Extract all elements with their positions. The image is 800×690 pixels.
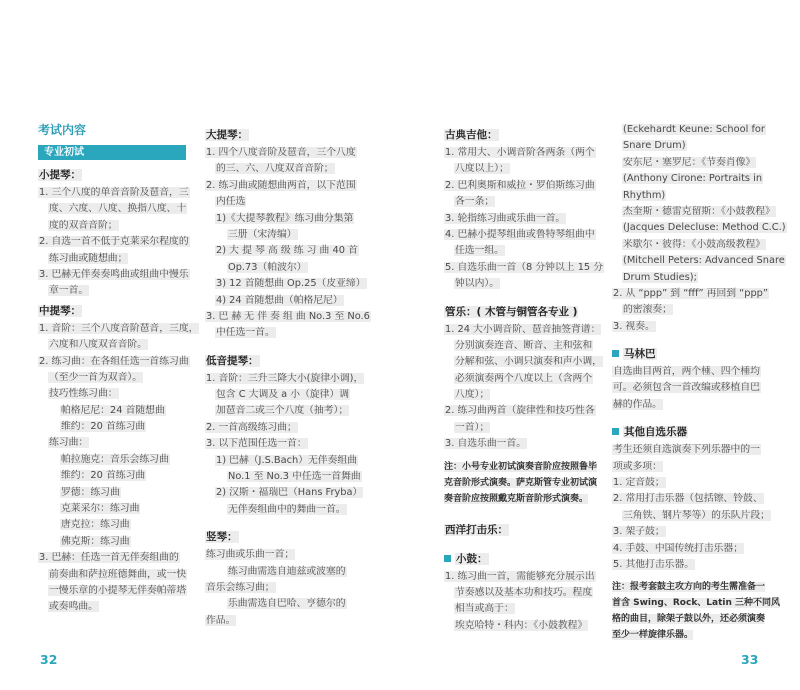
text-line: 3. 自选乐曲一首。 <box>445 438 527 450</box>
text-line: (Mitchell Peters: Advanced Snare <box>623 255 785 267</box>
marimba-text <box>612 364 762 413</box>
text-line: 维约：20 首练习曲 <box>61 470 146 482</box>
text-line: 包含 C 大调及 a 小（旋律）调 <box>216 389 350 401</box>
text-line: 2. 一首高级练习曲； <box>206 421 297 433</box>
double-bass-heading: 低音提琴： <box>206 354 259 367</box>
text-line: 2. 练习曲：在各组任选一首练习曲 <box>39 355 189 367</box>
text-line: 米歇尔・彼得：《小鼓高级教程》 <box>623 238 766 250</box>
text-line: 练习曲需选自迪兹或波塞的 <box>228 565 346 577</box>
text-line: 维约：20 首练习曲 <box>61 421 146 433</box>
text-line: （至少一首为双音）。 <box>49 371 143 383</box>
text-line: 2. 巴利奥斯和威拉・罗伯斯练习曲 <box>445 179 595 191</box>
text-line: 练习曲或乐曲一首； <box>206 549 295 561</box>
text-line: 5. 自选乐曲一首（8 分钟以上 15 分 <box>445 261 604 273</box>
square-bullet-icon <box>612 350 619 357</box>
winds-heading: 管乐：( 木管与铜管各专业 ) <box>445 305 578 318</box>
text-line: 六度和八度双音音阶。 <box>49 339 147 351</box>
text-line: 首含 Swing、Rock、Latin 三种不同风 <box>612 598 781 609</box>
text-line: 1. 24 大小调音阶、琶音抽签背谱： <box>445 323 601 335</box>
square-bullet-icon <box>444 555 451 562</box>
text-line: Rhythm) <box>623 189 666 201</box>
text-line: 的密滚奏； <box>623 304 672 316</box>
text-line: 4) 24 首随想曲（帕格尼尼） <box>216 294 343 306</box>
section-bar-initial-exam: 专业初试 <box>38 145 186 160</box>
text-line: 1. 常用大、小调音阶各两条（两个 <box>445 147 595 158</box>
text-line: 或奏鸣曲。 <box>49 601 98 613</box>
percussion-heading: 西洋打击乐： <box>445 523 508 536</box>
text-line: 4. 巴赫小提琴组曲或鲁特琴组曲中 <box>445 228 595 240</box>
text-line: 注：小号专业初试演奏音阶应按照鲁毕 <box>444 461 598 472</box>
text-line: 度的双音音阶； <box>49 219 118 231</box>
text-line: 一慢乐章的小提琴无伴奏帕蒂塔 <box>49 584 187 596</box>
text-line: 佛克斯：练习曲 <box>61 535 130 547</box>
cello-list <box>205 145 370 342</box>
text-line: 技巧性练习曲： <box>49 388 118 400</box>
text-line: 至少一样旋律乐器。 <box>612 630 694 641</box>
text-line: 埃克哈特・科内：《小鼓教程》 <box>455 619 588 631</box>
text-line: 4. 手鼓、中国传统打击乐器； <box>613 542 744 554</box>
winds-list <box>444 322 602 453</box>
text-line: 音乐会练习曲； <box>206 581 275 593</box>
text-line: 1. 四个八度音阶及琶音，三个八度 <box>206 147 356 158</box>
text-line: 安东尼・塞罗尼：《节奏肖像》 <box>623 156 756 168</box>
percussion-note <box>612 579 781 643</box>
text-line: 三册（宋涛编） <box>228 228 297 240</box>
text-line: 中任选一首。 <box>216 327 275 339</box>
text-line: 度、六度、八度、换指八度、十 <box>49 203 187 215</box>
text-line: 3. 架子鼓； <box>613 526 665 538</box>
text-line: 的三、六、八度双音音阶； <box>216 163 334 175</box>
text-line: 无伴奏组曲中的舞曲一首。 <box>228 503 346 515</box>
text-line: 赫的作品。 <box>613 398 662 410</box>
column-3 <box>444 124 602 634</box>
text-line: (Anthony Cirone: Portraits in <box>623 173 763 185</box>
text-line: 格的曲目，除架子鼓以外，还必须演奏 <box>612 614 766 625</box>
text-line: 三角铁、钢片琴等）的乐队片段； <box>623 509 770 521</box>
cello-heading: 大提琴： <box>206 129 248 141</box>
snare-drum-heading: 小鼓： <box>444 551 602 568</box>
text-line: 必须演奏两个八度以上（含两个 <box>455 372 593 384</box>
column-2 <box>205 124 370 629</box>
snare-drum-list <box>444 569 602 635</box>
column-1 <box>38 122 199 616</box>
viola-heading: 中提琴： <box>39 304 81 317</box>
harp-list <box>205 547 355 629</box>
text-line: 2. 常用打击乐器（包括镲、铃鼓、 <box>613 493 763 505</box>
text-line: 钟以内）。 <box>455 278 500 290</box>
text-line: 2. 练习曲两首（旋律性和技巧性各 <box>445 405 595 417</box>
violin-list <box>38 185 188 300</box>
text-line: 罗德：练习曲 <box>61 486 120 498</box>
classical-guitar-heading: 古典吉他： <box>445 129 498 141</box>
text-line: 内任选 <box>216 196 246 208</box>
text-line: 项或多项： <box>613 460 662 472</box>
column-4 <box>612 122 786 643</box>
text-line: Drum Studies); <box>623 271 697 283</box>
text-line: 各一条； <box>455 196 495 208</box>
text-line: 一首）； <box>455 421 490 433</box>
text-line: 2) 大 提 琴 高 级 练 习 曲 40 首 <box>216 245 358 257</box>
text-line: (Eckehardt Keune: School for <box>623 124 765 135</box>
text-line: 克音阶形式演奏。萨克斯管专业初试演 <box>444 477 598 488</box>
text-line: 节奏感以及基本功和技巧。程度 <box>455 587 593 599</box>
text-line: 3) 12 首随想曲 Op.25（皮亚缔） <box>216 278 366 290</box>
square-bullet-icon <box>612 428 619 435</box>
text-line: 5. 其他打击乐器。 <box>613 558 695 570</box>
text-line: 乐曲需选自巴哈、亨德尔的 <box>228 598 346 610</box>
text-line: No.1 至 No.3 中任选一首舞曲 <box>228 471 361 483</box>
text-line: 1)《大提琴教程》练习曲分集第 <box>216 212 354 224</box>
text-line: 1. 练习曲一首，需能够充分展示出 <box>445 570 595 582</box>
text-line: 奏音阶应按照戴克斯音阶形式演奏。 <box>444 493 589 504</box>
text-line: 八度）； <box>455 389 490 401</box>
text-line: 3. 轮指练习曲或乐曲一首。 <box>445 212 566 224</box>
text-line: 练习曲： <box>49 437 89 449</box>
text-line: Snare Drum) <box>623 140 686 152</box>
text-line: 3. 巴 赫 无 伴 奏 组 曲 No.3 至 No.6 <box>206 310 370 322</box>
text-line: 杰奎斯・德雷克留斯：《小鼓教程》 <box>623 205 775 217</box>
exam-content-title: 考试内容 <box>38 123 87 137</box>
text-line: 3. 视奏。 <box>613 320 655 332</box>
text-line: 2. 自选一首不低于克莱采尔程度的 <box>39 236 189 248</box>
text-line: 加琶音二或三个八度（抽考）； <box>216 405 349 417</box>
text-line: 章一首。 <box>49 285 89 297</box>
text-line: 八度以上）； <box>455 163 509 175</box>
text-line: 任选一组。 <box>455 245 504 257</box>
text-line: 考生还须自选演奏下列乐器中的一 <box>613 444 760 456</box>
winds-note <box>444 459 602 507</box>
text-line: 练习曲或随想曲； <box>49 252 128 264</box>
snare-drum-list-continued <box>612 122 786 335</box>
text-line: 自选曲目两首，两个棰、四个棰均 <box>613 366 760 378</box>
text-line: 3. 巴赫：任选一首无伴奏组曲的 <box>39 552 179 564</box>
text-line: 1. 三个八度的单音音阶及琶音，三 <box>39 187 189 198</box>
marimba-heading: 马林巴 <box>612 346 762 363</box>
text-line: 1. 音阶：三升三降大小(旋律小调)， <box>206 372 364 384</box>
other-instruments-heading: 其他自选乐器 <box>612 424 762 441</box>
classical-guitar-list <box>444 145 602 293</box>
viola-list <box>38 321 199 616</box>
text-line: 1) 巴赫（J.S.Bach）无伴奏组曲 <box>216 454 357 466</box>
text-line: 分别演奏连音、断音、主和弦和 <box>455 339 593 351</box>
text-line: 2) 汉斯・福瑞巴（Hans Fryba） <box>216 487 363 499</box>
text-line: 3. 以下范围任选一首： <box>206 438 307 450</box>
text-line: 帕格尼尼：24 首随想曲 <box>61 404 165 416</box>
violin-heading: 小提琴： <box>39 169 81 181</box>
page-number-left: 32 <box>40 652 58 667</box>
text-line: 2. 从 “ppp” 到 “fff” 再回到 “ppp” <box>613 287 768 299</box>
text-line: 相当或高于： <box>455 603 514 615</box>
text-line: 帕拉施克：音乐会练习曲 <box>61 453 169 465</box>
harp-heading: 竖琴： <box>206 531 238 544</box>
text-line: 2. 练习曲或随想曲两首，以下范围 <box>206 179 356 191</box>
text-line: 可。必须包含一首改编或移植自巴 <box>613 382 760 394</box>
other-instruments-list <box>612 442 770 573</box>
text-line: 前奏曲和萨拉班德舞曲，或一快 <box>49 568 187 580</box>
text-line: 唐克拉：练习曲 <box>61 519 130 531</box>
text-line: 作品。 <box>206 614 236 626</box>
double-bass-list <box>205 371 364 519</box>
text-line: 3. 巴赫无伴奏奏鸣曲或组曲中慢乐 <box>39 268 189 280</box>
text-line: 分解和弦、小调只演奏和声小调， <box>455 356 602 368</box>
text-line: (Jacques Delecluse: Method C.C.) <box>623 222 786 234</box>
text-line: Op.73（帕波尔） <box>228 261 307 273</box>
text-line: 克莱采尔：练习曲 <box>61 503 140 515</box>
text-line: 1. 音阶：三个八度音阶琶音，三度， <box>39 322 199 334</box>
page-number-right: 33 <box>741 652 759 667</box>
text-line: 1. 定音鼓； <box>613 477 665 489</box>
text-line: 注：报考套鼓主攻方向的考生需准备一 <box>612 582 766 593</box>
